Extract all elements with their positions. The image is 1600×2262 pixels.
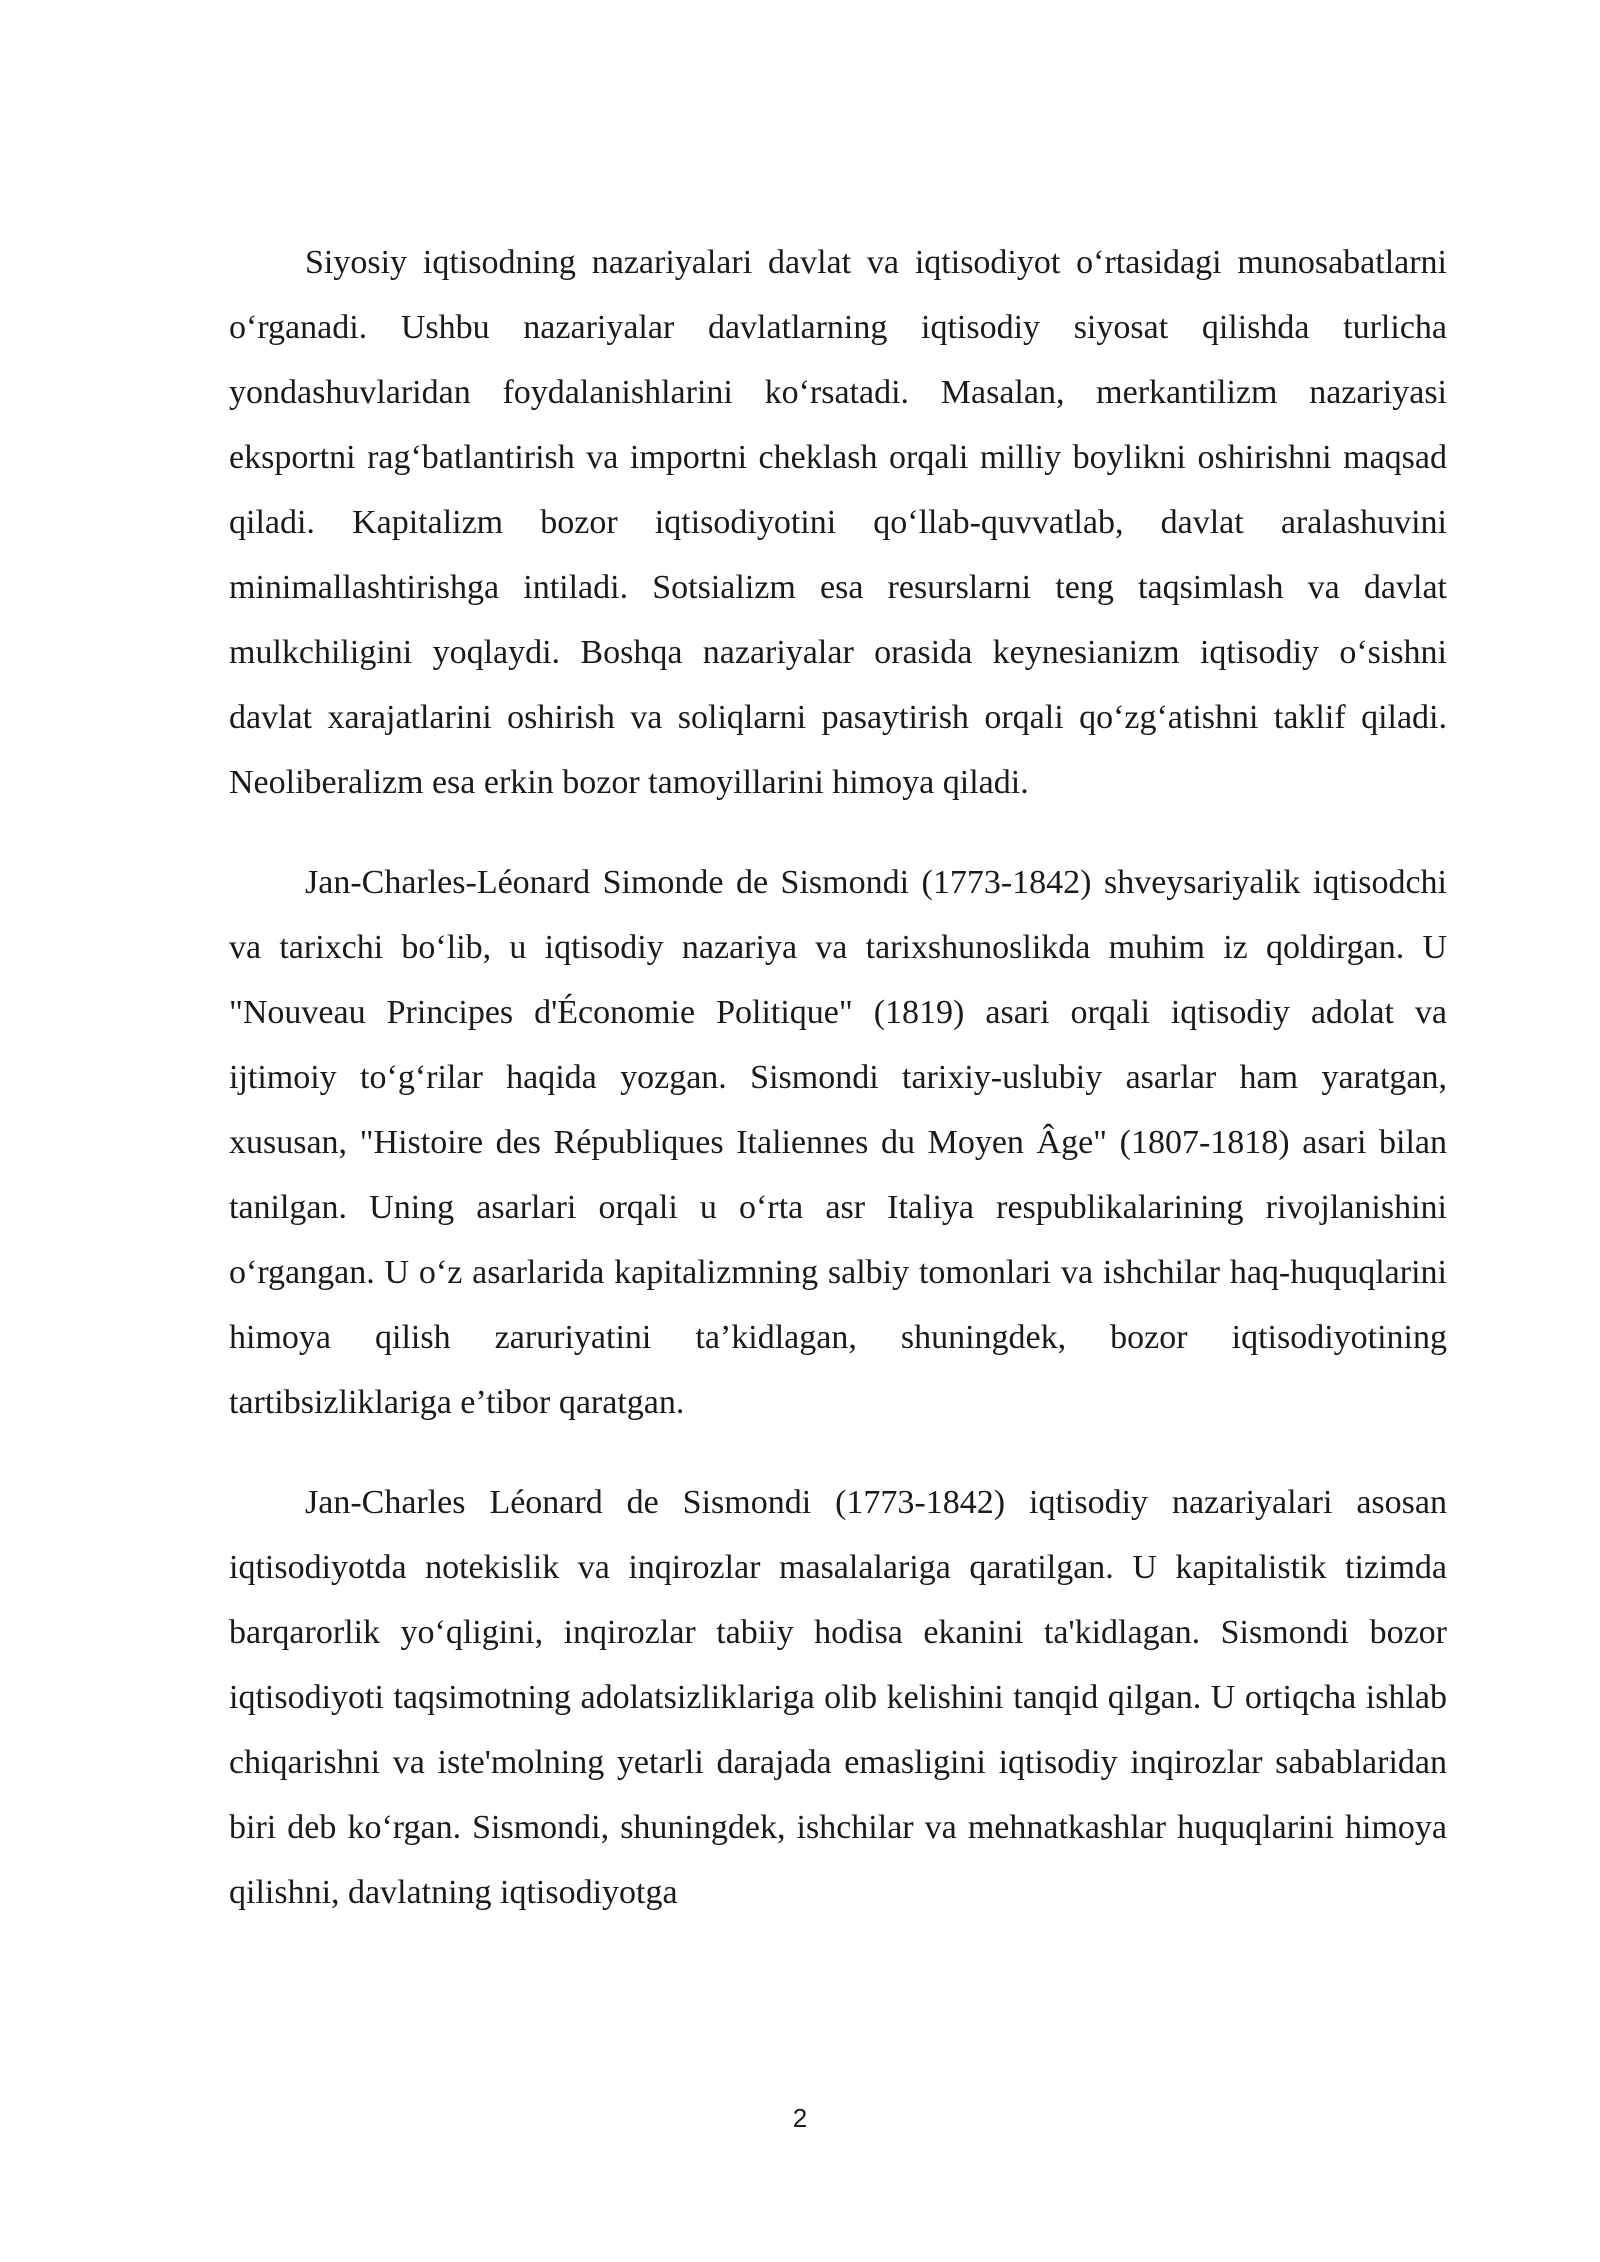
paragraph-sismondi-theories: Jan-Charles Léonard de Sismondi (1773-1842) iqtisodiy nazariyalari asosan iqtisodiyotda notekislik va inqirozlar masalalariga qaratilgan. U kapitalistik tizimda barqarorlik yo‘qligini, inqirozlar tabiiy hodisa ekanini ta'kidlagan. Sismondi bozor iqtisodiyoti taqsimotning adolatsizliklariga olib kelishini tanqid qilgan. U ortiqcha ishlab chiqarishni va iste'molning yetarli darajada emasligini iqtisodiy inqirozlar sabablaridan biri deb ko‘rgan. Sismondi, shuningdek, ishchilar va mehnatkashlar huquqlarini himoya qilishni, davlatning iqtisodiyotga (229, 1484, 1447, 1911)
paragraph-political-economy-theories: Siyosiy iqtisodning nazariyalari davlat va iqtisodiyot o‘rtasidagi munosabatlarni o‘rganadi. Ushbu nazariyalar davlatlarning iqtisodiy siyosat qilishda turlicha yondashuvlaridan foydalanishlarini ko‘rsatadi. Masalan, merkantilizm nazariyasi eksportni rag‘batlantirish va importni cheklash orqali milliy boylikni oshirishni maqsad qiladi. Kapitalizm bozor iqtisodiyotini qo‘llab-quvvatlab, davlat aralashuvini minimallashtirishga intiladi. Sotsializm esa resurslarni teng taqsimlash va davlat mulkchiligini yoqlaydi. Boshqa nazariyalar orasida keynesianizm iqtisodiy o‘sishni davlat xarajatlarini oshirish va soliqlarni pasaytirish orqali qo‘zg‘atishni taklif qiladi. Neoliberalizm esa erkin bozor tamoyillarini himoya qiladi. (229, 244, 1447, 801)
paragraph-sismondi-biography: Jan-Charles-Léonard Simonde de Sismondi (1773-1842) shveysariyalik iqtisodchi va tarixchi bo‘lib, u iqtisodiy nazariya va tarixshunoslikda muhim iz qoldirgan. U "Nouveau Principes d'Économie Politique" (1819) asari orqali iqtisodiy adolat va ijtimoiy to‘g‘rilar haqida yozgan. Sismondi tarixiy-uslubiy asarlar ham yaratgan, xususan, "Histoire des Républiques Italiennes du Moyen Âge" (1807-1818) asari bilan tanilgan. Uning asarlari orqali u o‘rta asr Italiya respublikalarining rivojlanishini o‘rgangan. U o‘z asarlarida kapitalizmning salbiy tomonlari va ishchilar haq-huquqlarini himoya qilish zaruriyatini ta’kidlagan, shuningdek, bozor iqtisodiyotining tartibsizliklariga e’tibor qaratgan. (229, 864, 1447, 1421)
page-number: 2 (792, 2103, 808, 2133)
document-page (229, 230, 1447, 1925)
